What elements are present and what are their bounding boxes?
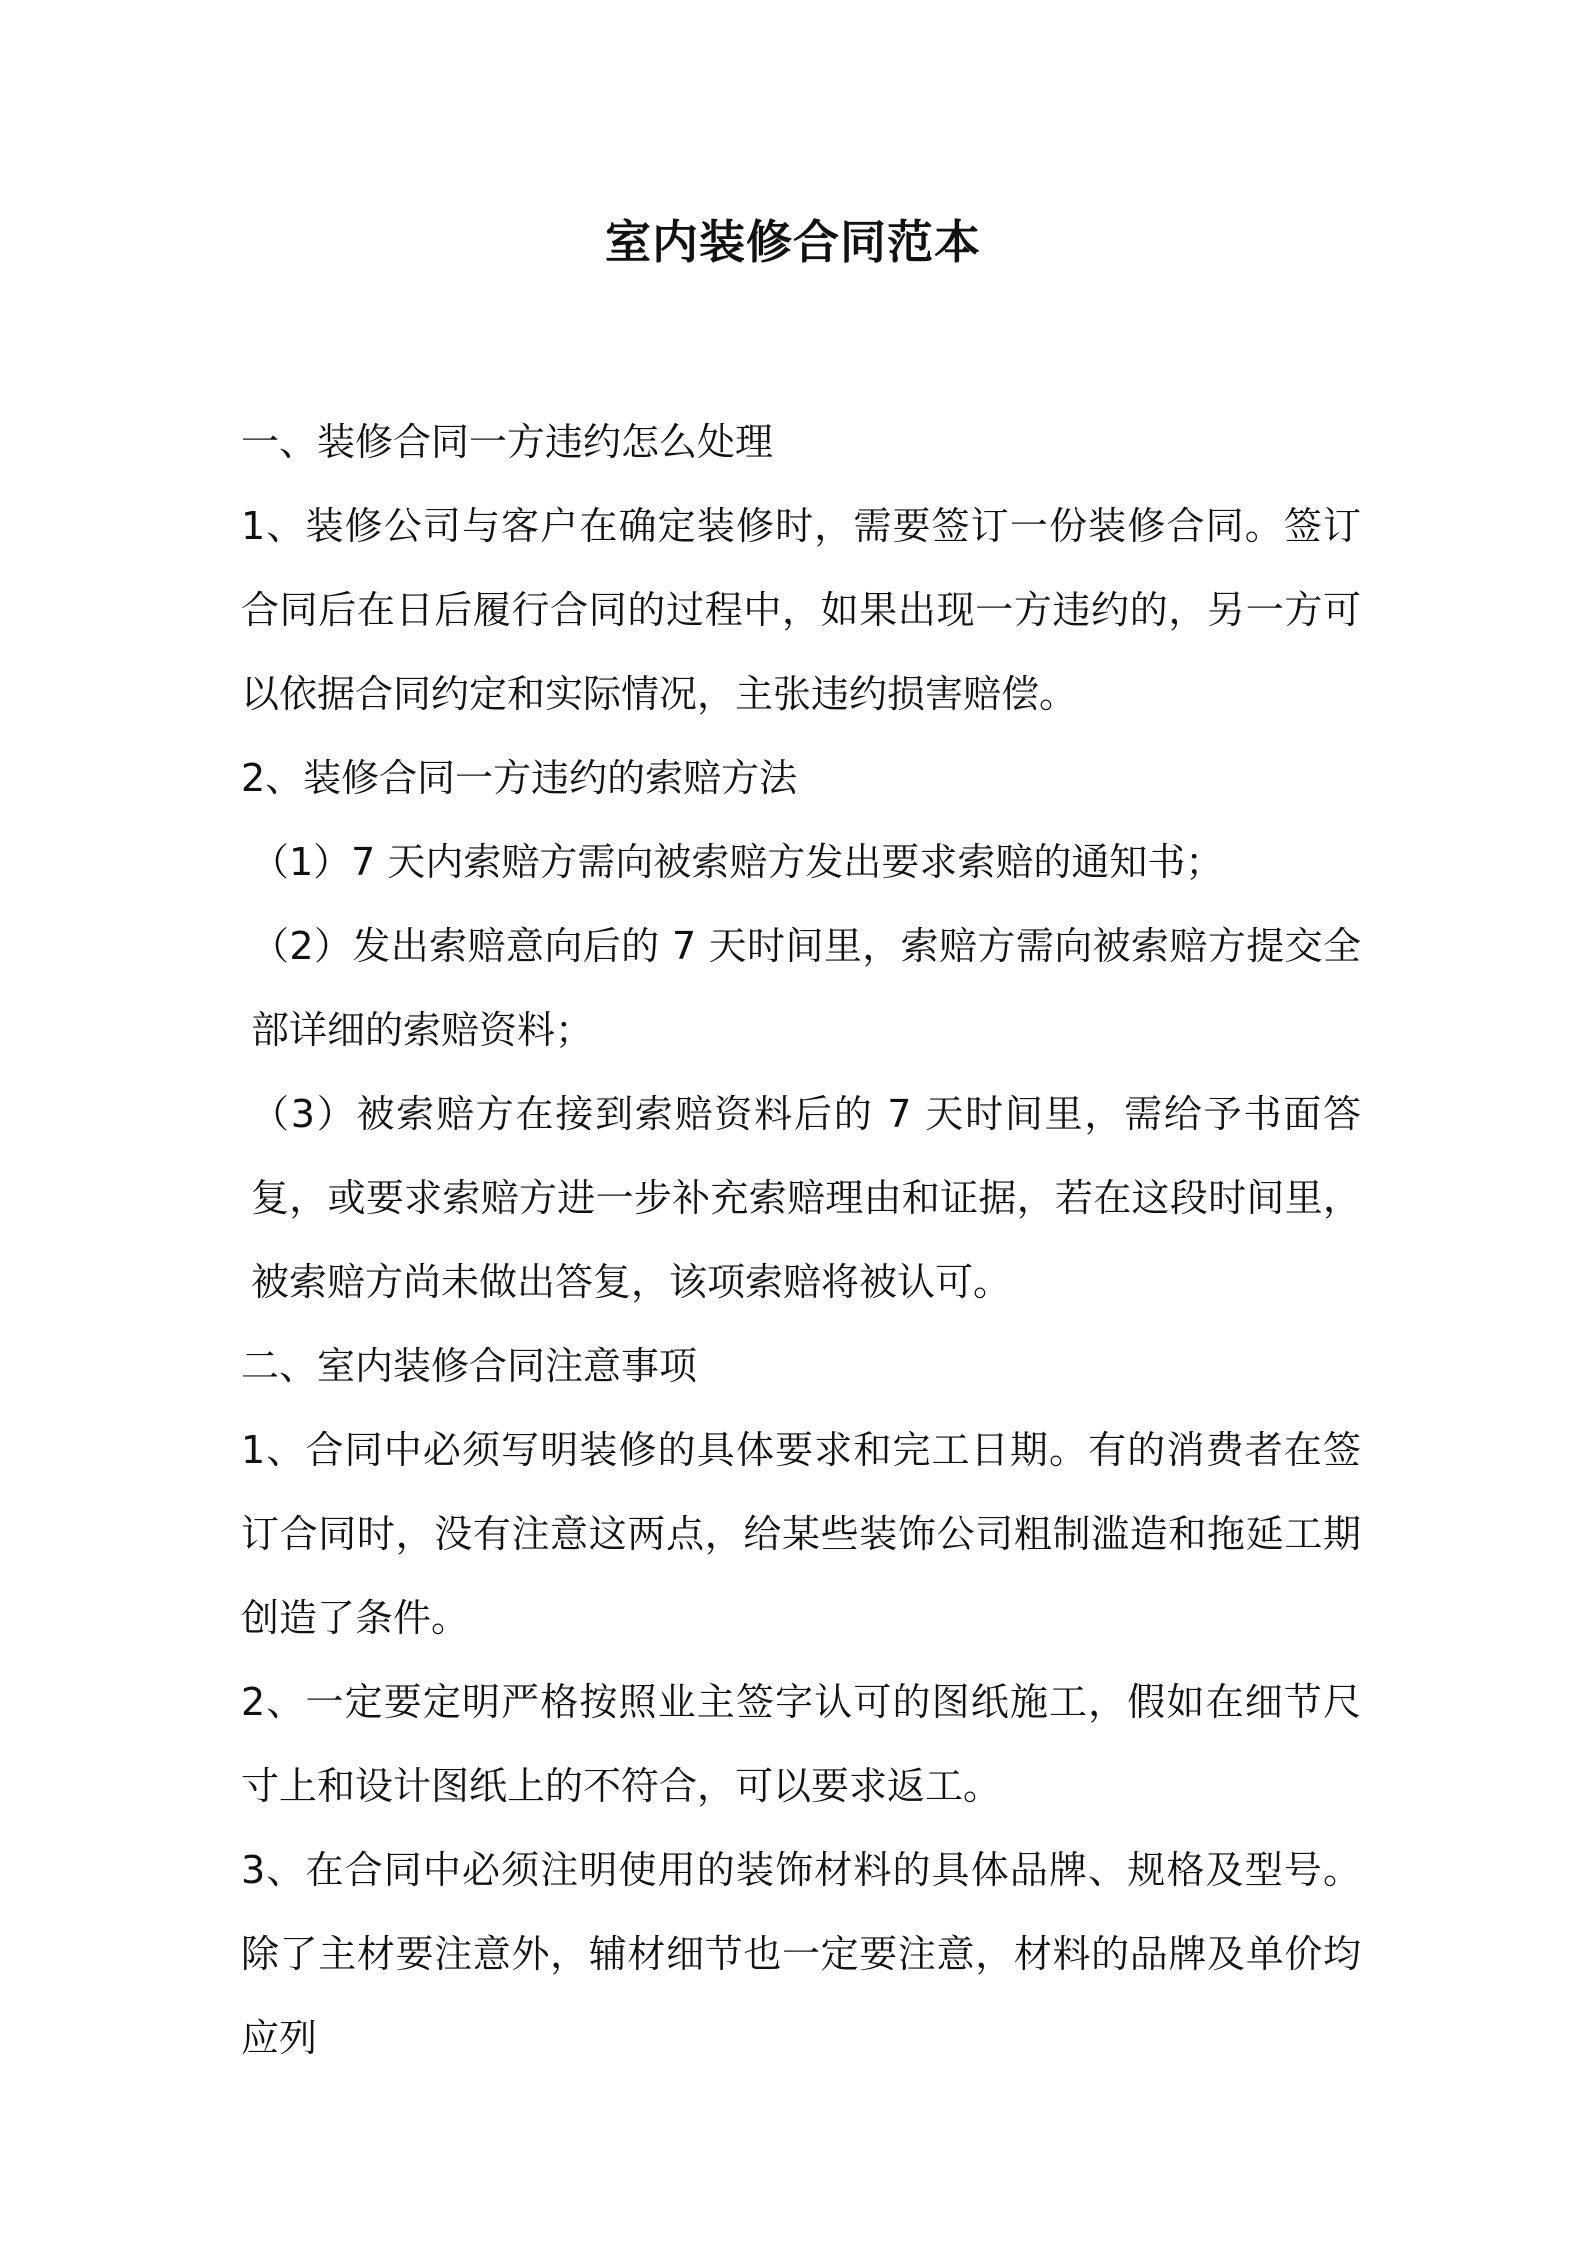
paragraph: 3、在合同中必须注明使用的装饰材料的具体品牌、规格及型号。除了主材要注意外，辅材细节也一定要注意，材料的品牌及单价均应列 [241, 1848, 1361, 2060]
section-heading: 二、室内装修合同注意事项 [241, 1344, 698, 1388]
list-item: （3）被索赔方在接到索赔资料后的 7 天时间里，需给予书面答复，或要求索赔方进一步补充索赔理由和证据，若在这段时间里，被索赔方尚未做出答复，该项索赔将被认可。 [251, 1092, 1361, 1304]
paragraph: 2、一定要定明严格按照业主签字认可的图纸施工，假如在细节尺寸上和设计图纸上的不符合，可以要求返工。 [241, 1680, 1361, 1808]
section-heading: 一、装修合同一方违约怎么处理 [241, 420, 774, 464]
document-body [241, 400, 1361, 2080]
list-item: （1）7 天内索赔方需向被索赔方发出要求索赔的通知书； [251, 840, 1224, 884]
list-item: （2）发出索赔意向后的 7 天时间里，索赔方需向被索赔方提交全部详细的索赔资料； [251, 924, 1361, 1052]
document-title: 室内装修合同范本 [605, 215, 981, 269]
paragraph: 1、合同中必须写明装修的具体要求和完工日期。有的消费者在签订合同时，没有注意这两点，给某些装饰公司粗制滥造和拖延工期创造了条件。 [241, 1428, 1361, 1640]
sub-heading: 2、装修合同一方违约的索赔方法 [241, 756, 798, 800]
paragraph: 1、装修公司与客户在确定装修时，需要签订一份装修合同。签订合同后在日后履行合同的过程中，如果出现一方违约的，另一方可以依据合同约定和实际情况，主张违约损害赔偿。 [241, 504, 1361, 716]
